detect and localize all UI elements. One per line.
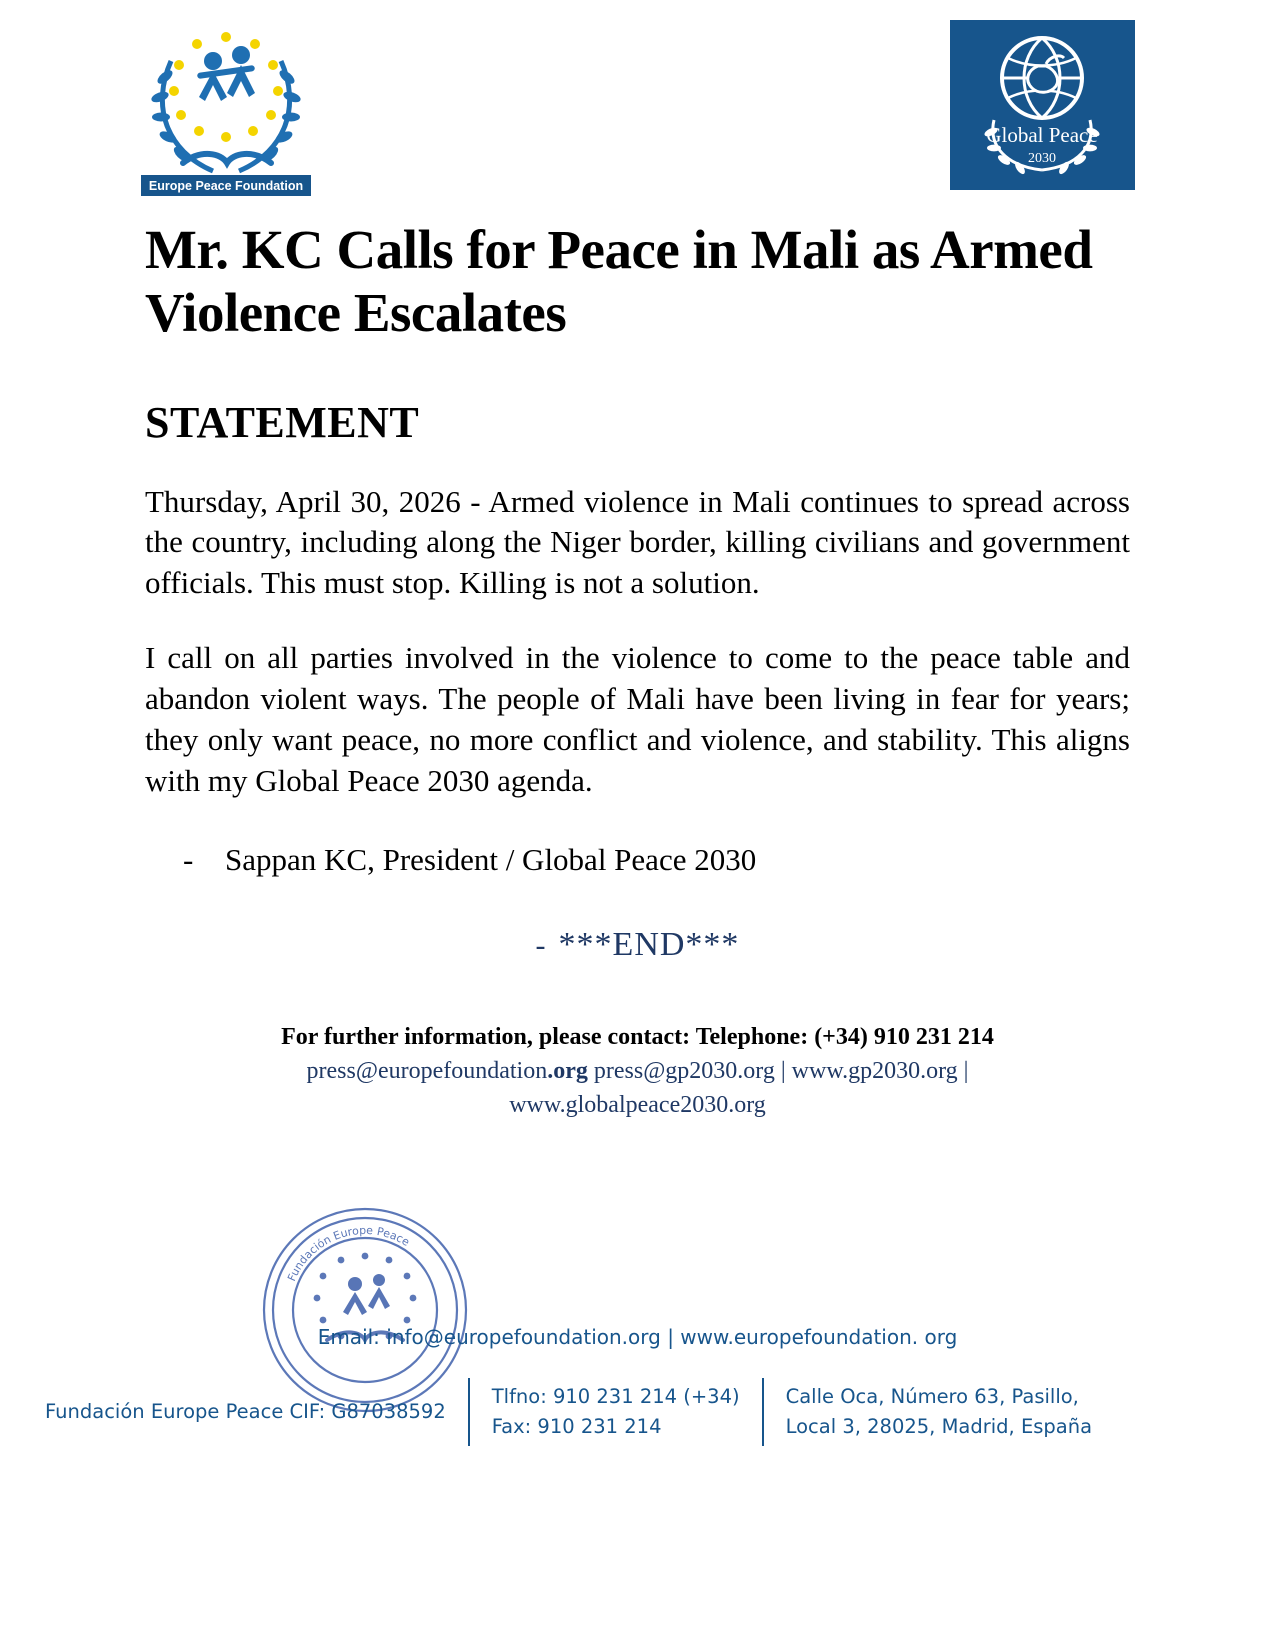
contact-email-line (145, 1054, 1130, 1088)
statement-attribution (183, 842, 1130, 878)
footer-phone: Tlfno: 910 231 214 (+34) (491, 1384, 740, 1408)
footer-info-bar (45, 1378, 1230, 1446)
end-marker-text: ***END*** (558, 925, 740, 963)
footer-phone-block (470, 1382, 762, 1442)
statement-paragraph-2: I call on all parties involved in the violence to come to the peace table and abandon violent ways. The people of Mali have been living in fear for years; they only want peace, no more conflict and violence, and stability. This aligns with my Global Peace 2030 agenda. (145, 640, 1130, 798)
global-peace-year: 2030 (1028, 151, 1056, 166)
global-peace-2030-logo (950, 20, 1135, 190)
attribution-dash: - (183, 841, 194, 877)
end-marker-dash: - (535, 928, 547, 962)
document-header (145, 0, 1130, 200)
svg-text:Fundación Europe Peace: Fundación Europe Peace (285, 1223, 412, 1284)
section-heading-statement: STATEMENT (145, 397, 420, 447)
end-marker (145, 926, 1130, 964)
footer-email-line[interactable]: Email: info@europefoundation.org | www.europefoundation. org (317, 1325, 958, 1349)
svg-text:Europe Peace Foundation: Europe Peace Foundation (148, 179, 304, 193)
contact-email-press-europe[interactable]: press@europefoundation (306, 1057, 548, 1084)
footer-fax: Fax: 910 231 214 (491, 1415, 662, 1438)
contact-links-line[interactable]: press@gp2030.org | www.gp2030.org | (587, 1057, 969, 1084)
statement-paragraph-1: Thursday, April 30, 2026 - Armed violence in Mali continues to spread across the country, including along the Niger border, killing civilians and government officials. This must stop. Killing is not a solution. (145, 483, 1130, 601)
footer-address-line-2: Local 3, 28025, Madrid, España (785, 1415, 1093, 1438)
document-footer (0, 1210, 1275, 1520)
contact-website-line[interactable]: www.globalpeace2030.org (509, 1092, 766, 1118)
footer-entity: Fundación Europe Peace CIF: G87038592 (45, 1399, 446, 1423)
contact-email-domain: .org (547, 1057, 588, 1084)
europe-peace-foundation-logo (140, 10, 312, 197)
footer-address-block (764, 1382, 1114, 1442)
contact-block (145, 1020, 1130, 1122)
footer-address-line-1: Calle Oca, Número 63, Pasillo, (785, 1384, 1079, 1408)
global-peace-wordmark: Global Peace (986, 123, 1098, 147)
page-title: Mr. KC Calls for Peace in Mali as Armed Violence Escalates (145, 219, 1093, 344)
contact-phone-line: For further information, please contact: Telephone: (+34) 910 231 214 (281, 1023, 994, 1050)
attribution-text: Sappan KC, President / Global Peace 2030 (225, 841, 757, 877)
